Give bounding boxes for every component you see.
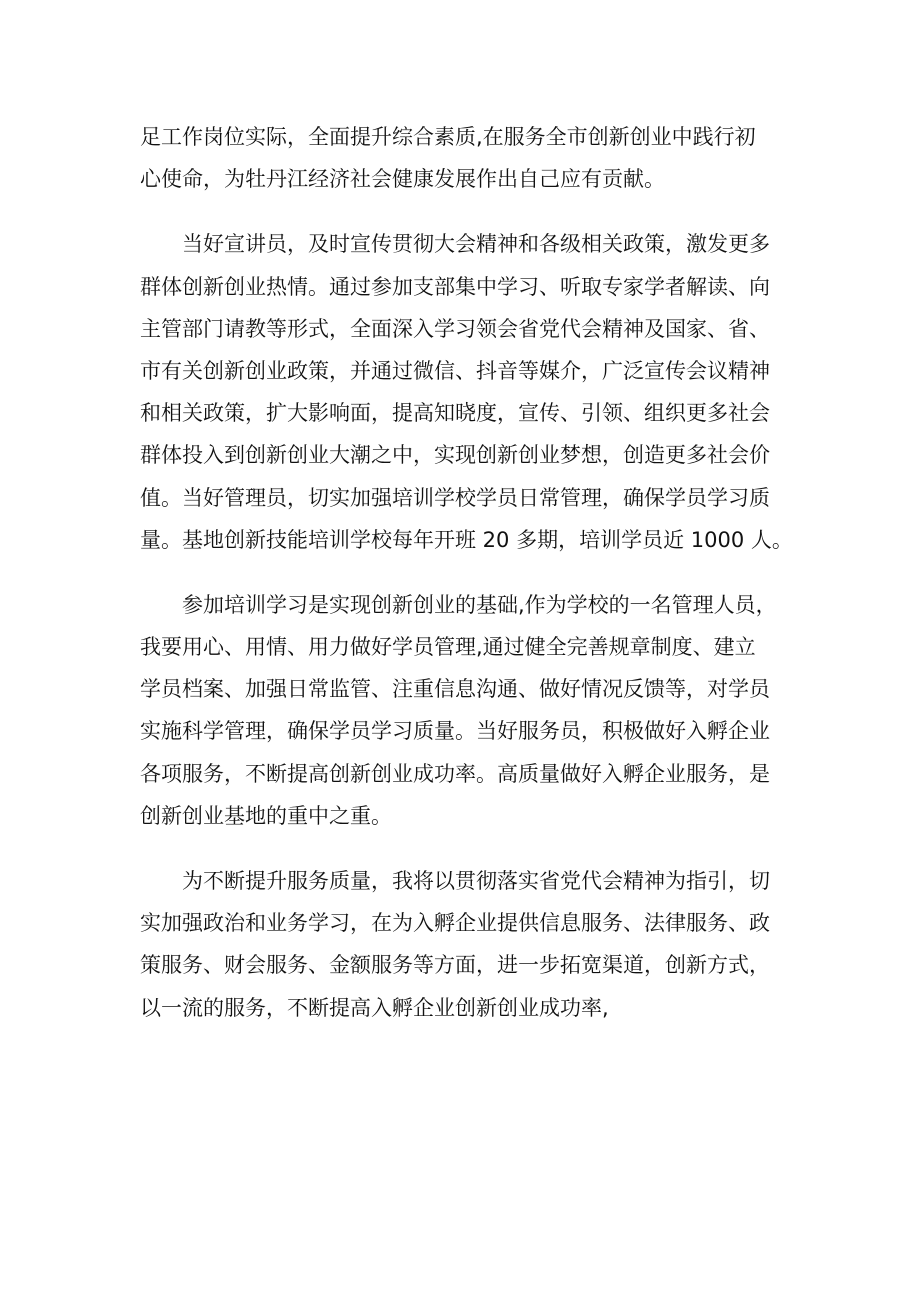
- paragraph-line: 实加强政治和业务学习，在为入孵企业提供信息服务、法律服务、政: [140, 911, 770, 936]
- paragraph-line: 学员档案、加强日常监管、注重信息沟通、做好情况反馈等，对学员: [140, 677, 770, 702]
- paragraph-line: 策服务、财会服务、金额服务等方面，进一步拓宽渠道，创新方式，: [140, 953, 770, 978]
- paragraph-line: 心使命，为牡丹江经济社会健康发展作出自己应有贡献。: [140, 167, 665, 192]
- paragraph-line: 当好宣讲员，及时宣传贯彻大会精神和各级相关政策，激发更多: [182, 232, 770, 257]
- paragraph-3: [140, 584, 800, 837]
- paragraph-2: [140, 223, 800, 561]
- paragraph-line: 实施科学管理，确保学员学习质量。当好服务员，积极做好入孵企业: [140, 719, 770, 744]
- paragraph-line: 量。基地创新技能培训学校每年开班 20 多期，培训学员近 1000 人。: [140, 527, 793, 552]
- paragraph-line: 足工作岗位实际，全面提升综合素质,在服务全市创新创业中践行初: [140, 125, 756, 149]
- paragraph-line: 主管部门请教等形式，全面深入学习领会省党代会精神及国家、省、: [140, 316, 770, 341]
- paragraph-line: 群体创新创业热情。通过参加支部集中学习、听取专家学者解读、向: [140, 274, 770, 299]
- paragraph-line: 创新创业基地的重中之重。: [140, 803, 392, 828]
- paragraph-line: 和相关政策，扩大影响面，提高知晓度，宣传、引领、组织更多社会: [140, 401, 770, 426]
- paragraph-line: 为不断提升服务质量，我将以贯彻落实省党代会精神为指引，切: [182, 869, 770, 893]
- paragraph-line: 值。当好管理员，切实加强培训学校学员日常管理，确保学员学习质: [140, 485, 770, 510]
- paragraph-1: [140, 116, 800, 200]
- paragraph-4: [140, 860, 800, 1029]
- paragraph-line: 以一流的服务，不断提高入孵企业创新创业成功率,: [140, 995, 609, 1020]
- paragraph-line: 我要用心、用情、用力做好学员管理,通过健全完善规章制度、建立: [140, 635, 756, 660]
- paragraph-line: 群体投入到创新创业大潮之中，实现创新创业梦想，创造更多社会价: [140, 443, 770, 468]
- paragraph-line: 各项服务，不断提高创新创业成功率。高质量做好入孵企业服务，是: [140, 761, 770, 786]
- paragraph-line: 参加培训学习是实现创新创业的基础,作为学校的一名管理人员，: [182, 592, 777, 617]
- document-body: [140, 116, 800, 1029]
- paragraph-line: 市有关创新创业政策，并通过微信、抖音等媒介，广泛宣传会议精神: [140, 358, 770, 383]
